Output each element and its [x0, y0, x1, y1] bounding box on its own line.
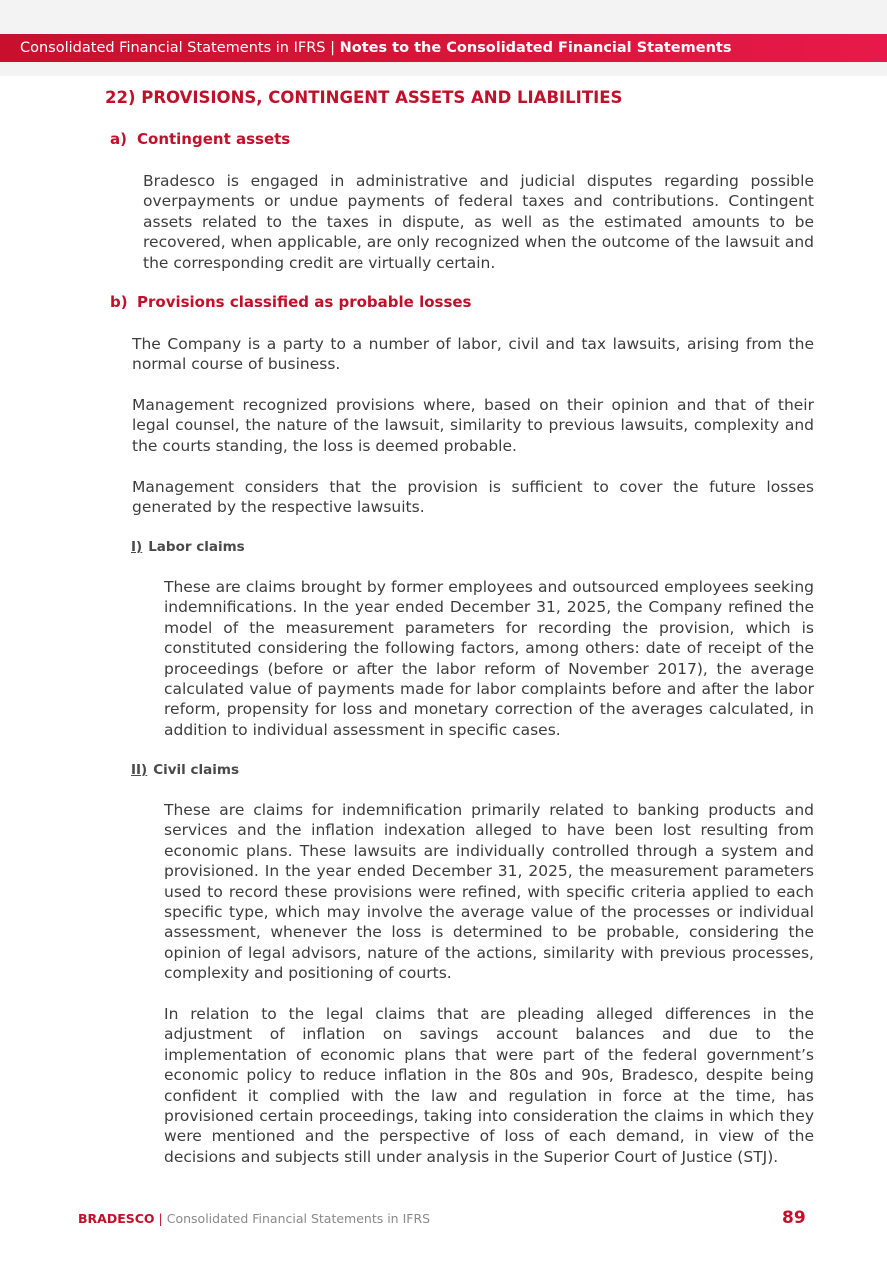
- provisions-paragraph-1: The Company is a party to a number of labor, civil and tax lawsuits, arising from the normal course of business.: [132, 335, 814, 374]
- page-number: 89: [782, 1208, 806, 1228]
- header-left: Consolidated Financial Statements in IFRS: [20, 40, 326, 56]
- civil-claims-heading: [131, 762, 239, 778]
- subsection-b-title: Provisions classified as probable losses: [137, 293, 472, 311]
- header-right: Notes to the Consolidated Financial Statements: [339, 40, 732, 56]
- header-banner: [0, 34, 887, 62]
- labor-claims-heading: [131, 539, 245, 555]
- subsection-a-letter: a): [110, 130, 127, 148]
- top-margin: [0, 0, 887, 34]
- footer-separator: |: [158, 1211, 163, 1226]
- subsection-a-heading: [110, 130, 290, 148]
- labor-claims-number: I): [131, 539, 143, 555]
- subsection-a-title: Contingent assets: [137, 130, 291, 148]
- subsection-b-heading: [110, 293, 471, 311]
- footer: [78, 1211, 430, 1226]
- footer-brand: BRADESCO: [78, 1211, 155, 1226]
- section-title: 22) PROVISIONS, CONTINGENT ASSETS AND LIABILITIES: [105, 88, 623, 107]
- labor-claims-title: Labor claims: [148, 539, 245, 555]
- civil-claims-paragraph-1: These are claims for indemnification primarily related to banking products and services and the inflation indexation alleged to have been lost resulting from economic plans. These lawsuits are individually controlled through a system and provisioned. In the year ended December 31, 2025, the measurement parameters used to record these provisions were refined, with specific criteria applied to each specific type, which may involve the average value of the processes or individual assessment, whenever the loss is determined to be probable, considering the opinion of legal advisors, nature of the actions, similarity with previous processes, complexity and positioning of courts.: [164, 801, 814, 983]
- provisions-paragraph-3: Management considers that the provision is sufficient to cover the future losses generated by the respective lawsuits.: [132, 478, 814, 517]
- civil-claims-number: II): [131, 762, 148, 778]
- footer-text: Consolidated Financial Statements in IFRS: [166, 1211, 431, 1226]
- header-separator: |: [330, 40, 335, 56]
- civil-claims-title: Civil claims: [153, 762, 239, 778]
- civil-claims-paragraph-2: In relation to the legal claims that are pleading alleged differences in the adjustment of inflation on savings account balances and due to the implementation of economic plans that were part of the federal government’s economic policy to reduce inflation in the 80s and 90s, Bradesco, despite being confident it complied with the law and regulation in force at the time, has provisioned certain proceedings, taking into consideration the claims in which they were mentioned and the perspective of loss of each demand, in view of the decisions and subjects still under analysis in the Superior Court of Justice (STJ).: [164, 1005, 814, 1166]
- labor-claims-paragraph: These are claims brought by former employees and outsourced employees seeking indemnifications. In the year ended December 31, 2025, the Company refined the model of the measurement parameters for recording the provision, which is constituted considering the following factors, among others: date of receipt of the proceedings (before or after the labor reform of November 2017), the average calculated value of payments made for labor complaints before and after the labor reform, propensity for loss and monetary correction of the averages calculated, in addition to individual assessment in specific cases.: [164, 578, 814, 739]
- contingent-assets-paragraph: Bradesco is engaged in administrative and judicial disputes regarding possible overpayments or undue payments of federal taxes and contributions. Contingent assets related to the taxes in dispute, as well as the estimated amounts to be recovered, when applicable, are only recognized when the outcome of the lawsuit and the corresponding credit are virtually certain.: [143, 172, 814, 272]
- subsection-b-letter: b): [110, 293, 128, 311]
- header-underband: [0, 62, 887, 76]
- provisions-paragraph-2: Management recognized provisions where, based on their opinion and that of their legal counsel, the nature of the lawsuit, similarity to previous lawsuits, complexity and the courts standing, the loss is deemed probable.: [132, 396, 814, 455]
